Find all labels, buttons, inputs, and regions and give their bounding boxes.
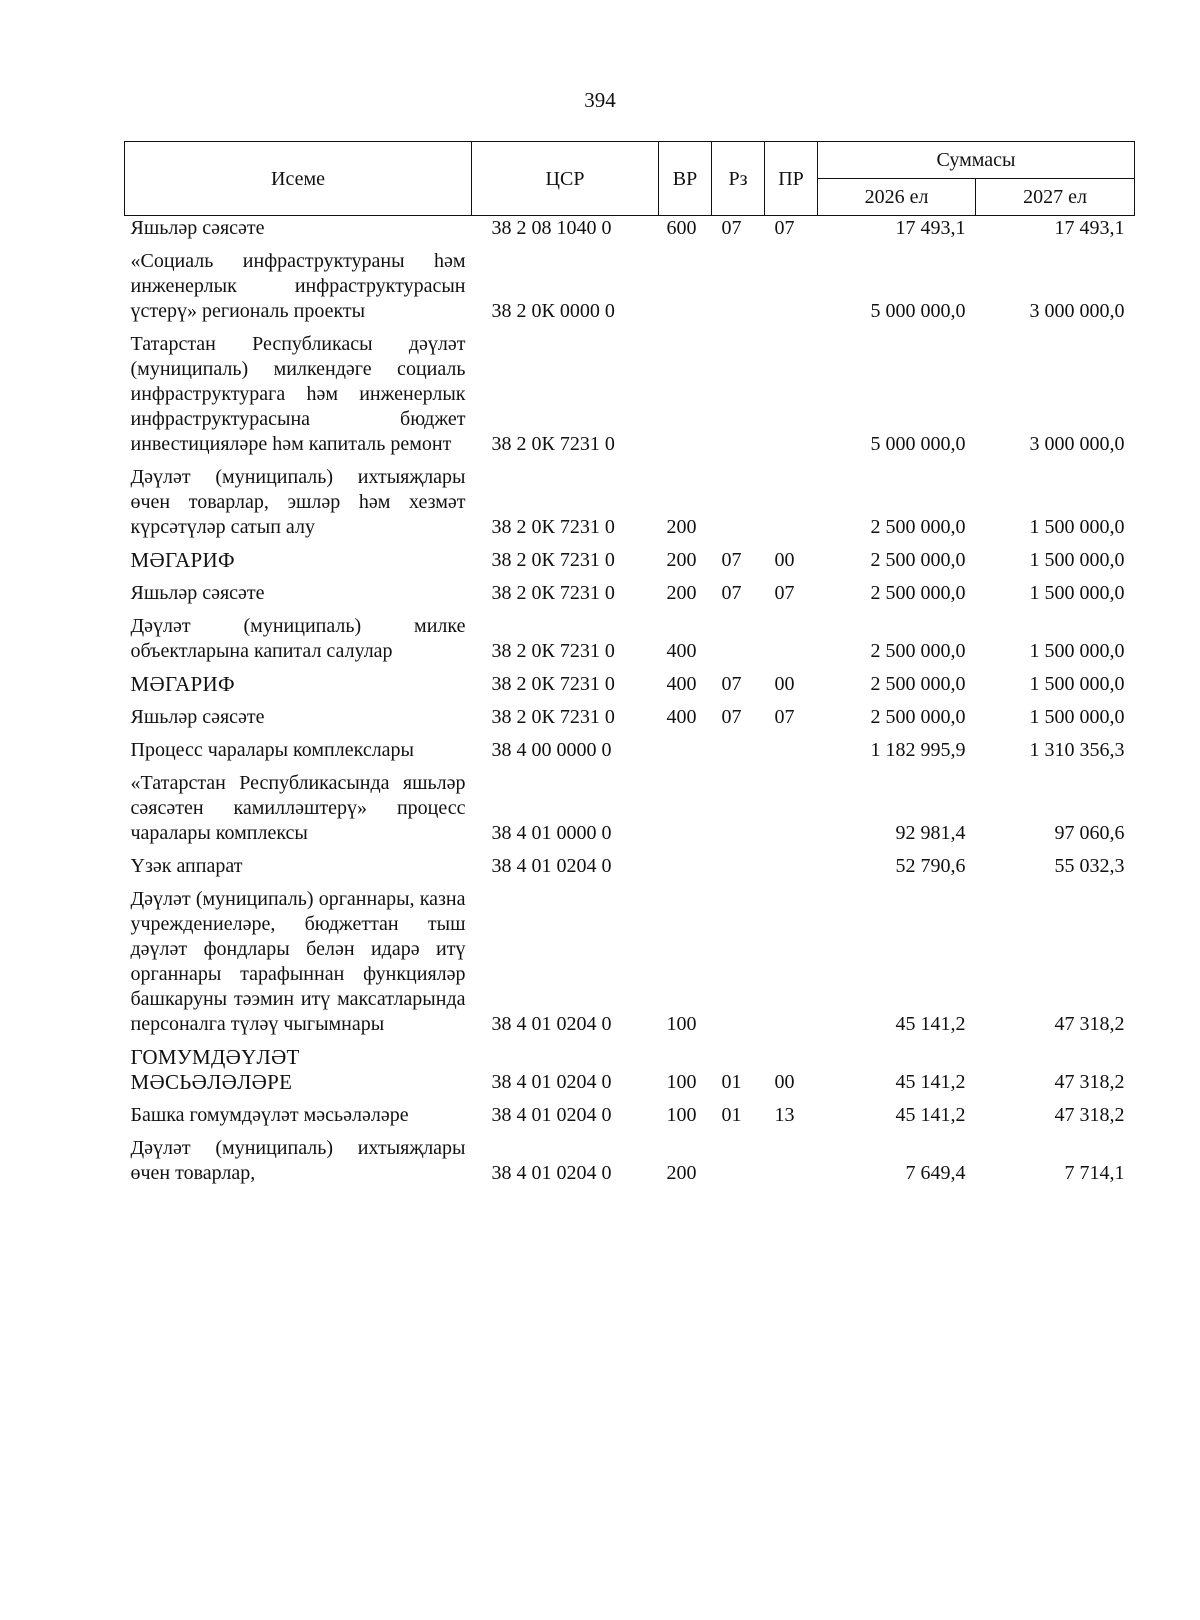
row-csr-code: 38 4 01 0000 0 — [491, 822, 612, 844]
row-pr-code: 00 — [774, 549, 795, 571]
budget-table — [124, 141, 1135, 1190]
table-row — [125, 883, 1135, 1041]
row-sum-2026: 2 500 000,0 — [870, 516, 966, 538]
row-pr-code: 00 — [774, 673, 795, 695]
table-row — [125, 701, 1135, 734]
row-name: Дәүләт (муниципаль) ихтыяҗлары өчен товарлар, эшләр һәм хезмәт күрсәтүләр сатып алу — [130, 466, 466, 538]
table-row — [125, 577, 1135, 610]
table-row — [125, 461, 1135, 544]
table-row — [125, 734, 1135, 767]
row-pr-code: 07 — [774, 217, 795, 239]
row-sum-2027: 1 310 356,3 — [1029, 739, 1125, 761]
row-vr-code: 100 — [666, 1071, 697, 1093]
table-row — [125, 1041, 1135, 1099]
table-row — [125, 544, 1135, 577]
row-name: «Татарстан Республикасында яшьләр сәясәтен камилләштерү» процесс чаралары комплексы — [130, 772, 466, 844]
row-sum-2027: 97 060,6 — [1054, 822, 1125, 844]
row-vr-code — [659, 767, 712, 850]
row-name: Татарстан Республикасы дәүләт (муниципаль) милкендәге социаль инфраструктурага һәм инженерлык инфраструктурасына бюджет инвестицияләре һәм капиталь ремонт — [130, 333, 466, 455]
row-vr-code: 400 — [666, 640, 697, 662]
row-sum-2027: 17 493,1 — [1054, 217, 1125, 239]
row-csr-code: 38 4 01 0204 0 — [491, 1071, 612, 1093]
row-rz-code: 07 — [721, 217, 742, 239]
row-rz-code — [712, 1132, 765, 1190]
row-name: Яшьләр сәясәте — [130, 582, 265, 604]
page-number: 394 — [584, 88, 616, 112]
row-sum-2026: 92 981,4 — [895, 822, 966, 844]
row-csr-code: 38 4 01 0204 0 — [491, 855, 612, 877]
row-pr-code — [765, 610, 818, 668]
row-sum-2027: 1 500 000,0 — [1029, 549, 1125, 571]
row-csr-code: 38 2 0К 7231 0 — [491, 673, 615, 695]
row-rz-code — [712, 328, 765, 461]
row-name: Процесс чаралары комплекслары — [130, 739, 414, 761]
row-pr-code — [765, 883, 818, 1041]
row-pr-code — [765, 461, 818, 544]
row-name: Дәүләт (муниципаль) ихтыяҗлары өчен товарлар, — [130, 1137, 466, 1184]
row-sum-2026: 45 141,2 — [895, 1071, 966, 1093]
table-row — [125, 1099, 1135, 1132]
row-sum-2027: 47 318,2 — [1054, 1013, 1125, 1035]
row-rz-code — [712, 883, 765, 1041]
row-csr-code: 38 2 0К 7231 0 — [491, 433, 615, 455]
table-row — [125, 767, 1135, 850]
row-csr-code: 38 2 0К 7231 0 — [491, 549, 615, 571]
row-sum-2026: 17 493,1 — [895, 217, 966, 239]
row-csr-code: 38 2 08 1040 0 — [491, 217, 612, 239]
row-csr-code: 38 2 0К 7231 0 — [491, 706, 615, 728]
row-vr-code: 200 — [666, 582, 697, 604]
row-name: Башка гомумдәүләт мәсьәләләре — [130, 1104, 409, 1126]
row-sum-2027: 1 500 000,0 — [1029, 640, 1125, 662]
row-vr-code — [659, 245, 712, 328]
row-csr-code: 38 4 00 0000 0 — [491, 739, 612, 761]
row-name: Дәүләт (муниципаль) милке объектларына капитал салулар — [130, 615, 466, 662]
row-sum-2026: 45 141,2 — [895, 1013, 966, 1035]
table-row — [125, 216, 1135, 246]
row-rz-code: 07 — [721, 673, 742, 695]
row-vr-code — [659, 734, 712, 767]
row-csr-code: 38 4 01 0204 0 — [491, 1104, 612, 1126]
row-sum-2027: 1 500 000,0 — [1029, 706, 1125, 728]
table-row — [125, 850, 1135, 883]
row-rz-code — [712, 245, 765, 328]
row-pr-code — [765, 767, 818, 850]
row-sum-2026: 7 649,4 — [905, 1162, 966, 1184]
row-sum-2026: 1 182 995,9 — [870, 739, 966, 761]
row-name: Дәүләт (муниципаль) органнары, казна учреждениеләре, бюджеттан тыш дәүләт фондлары белән идарә итү органнары тарафыннан функцияләр башкаруны тәэмин итү максатларында персоналга түләү чыгымнары — [130, 888, 466, 1035]
row-name: Яшьләр сәясәте — [130, 706, 265, 728]
row-vr-code: 600 — [666, 217, 697, 239]
row-rz-code: 07 — [721, 582, 742, 604]
row-csr-code: 38 2 0К 7231 0 — [491, 582, 615, 604]
row-csr-code: 38 2 0К 7231 0 — [491, 516, 615, 538]
row-rz-code — [712, 734, 765, 767]
row-rz-code: 07 — [721, 549, 742, 571]
row-pr-code — [765, 1132, 818, 1190]
row-csr-code: 38 4 01 0204 0 — [491, 1013, 612, 1035]
row-rz-code — [712, 610, 765, 668]
header-pr: ПР — [765, 142, 818, 216]
row-rz-code: 01 — [721, 1071, 742, 1093]
row-sum-2026: 2 500 000,0 — [870, 640, 966, 662]
row-sum-2026: 52 790,6 — [895, 855, 966, 877]
header-vr: ВР — [659, 142, 712, 216]
row-vr-code — [659, 850, 712, 883]
row-sum-2027: 3 000 000,0 — [1029, 433, 1125, 455]
table-body — [125, 216, 1135, 1191]
table-header — [125, 142, 1135, 216]
row-vr-code: 200 — [666, 1162, 697, 1184]
header-csr: ЦСР — [472, 142, 659, 216]
row-sum-2027: 1 500 000,0 — [1029, 516, 1125, 538]
row-csr-code: 38 2 0К 0000 0 — [491, 300, 615, 322]
row-sum-2027: 1 500 000,0 — [1029, 673, 1125, 695]
row-pr-code — [765, 328, 818, 461]
row-name: МӘГАРИФ — [130, 548, 235, 572]
row-vr-code — [659, 328, 712, 461]
row-sum-2026: 45 141,2 — [895, 1104, 966, 1126]
row-pr-code: 13 — [774, 1104, 795, 1126]
row-vr-code: 400 — [666, 706, 697, 728]
row-sum-2026: 5 000 000,0 — [870, 433, 966, 455]
row-pr-code: 07 — [774, 582, 795, 604]
row-sum-2027: 7 714,1 — [1064, 1162, 1125, 1184]
row-rz-code — [712, 461, 765, 544]
row-name: «Социаль инфраструктураны һәм инженерлык инфраструктурасын үстерү» региональ проекты — [130, 250, 466, 322]
row-rz-code: 01 — [721, 1104, 742, 1126]
row-rz-code — [712, 850, 765, 883]
row-vr-code: 100 — [666, 1104, 697, 1126]
row-vr-code: 100 — [666, 1013, 697, 1035]
row-name: Яшьләр сәясәте — [130, 217, 265, 239]
row-sum-2026: 2 500 000,0 — [870, 582, 966, 604]
row-name: ГОМУМДӘҮЛӘТ МӘСЬӘЛӘЛӘРЕ — [130, 1045, 300, 1094]
table-row — [125, 245, 1135, 328]
header-sums: Суммасы — [818, 142, 1135, 179]
header-name: Исеме — [125, 142, 472, 216]
row-sum-2027: 55 032,3 — [1054, 855, 1125, 877]
row-sum-2027: 47 318,2 — [1054, 1071, 1125, 1093]
row-sum-2027: 47 318,2 — [1054, 1104, 1125, 1126]
table-row — [125, 1132, 1135, 1190]
header-year-2027: 2027 ел — [976, 179, 1135, 216]
row-csr-code: 38 4 01 0204 0 — [491, 1162, 612, 1184]
header-year-2026: 2026 ел — [818, 179, 976, 216]
row-sum-2026: 2 500 000,0 — [870, 706, 966, 728]
row-pr-code — [765, 850, 818, 883]
table-row — [125, 610, 1135, 668]
row-sum-2026: 2 500 000,0 — [870, 673, 966, 695]
row-sum-2027: 1 500 000,0 — [1029, 582, 1125, 604]
row-vr-code: 200 — [666, 516, 697, 538]
row-sum-2026: 2 500 000,0 — [870, 549, 966, 571]
row-pr-code: 07 — [774, 706, 795, 728]
row-csr-code: 38 2 0К 7231 0 — [491, 640, 615, 662]
header-rz: Рз — [712, 142, 765, 216]
row-rz-code: 07 — [721, 706, 742, 728]
row-name: Үзәк аппарат — [130, 855, 243, 877]
row-vr-code: 400 — [666, 673, 697, 695]
row-sum-2027: 3 000 000,0 — [1029, 300, 1125, 322]
row-pr-code: 00 — [774, 1071, 795, 1093]
row-rz-code — [712, 767, 765, 850]
row-pr-code — [765, 734, 818, 767]
row-pr-code — [765, 245, 818, 328]
table-row — [125, 328, 1135, 461]
row-sum-2026: 5 000 000,0 — [870, 300, 966, 322]
row-vr-code: 200 — [666, 549, 697, 571]
table-row — [125, 668, 1135, 701]
row-name: МӘГАРИФ — [130, 672, 235, 696]
